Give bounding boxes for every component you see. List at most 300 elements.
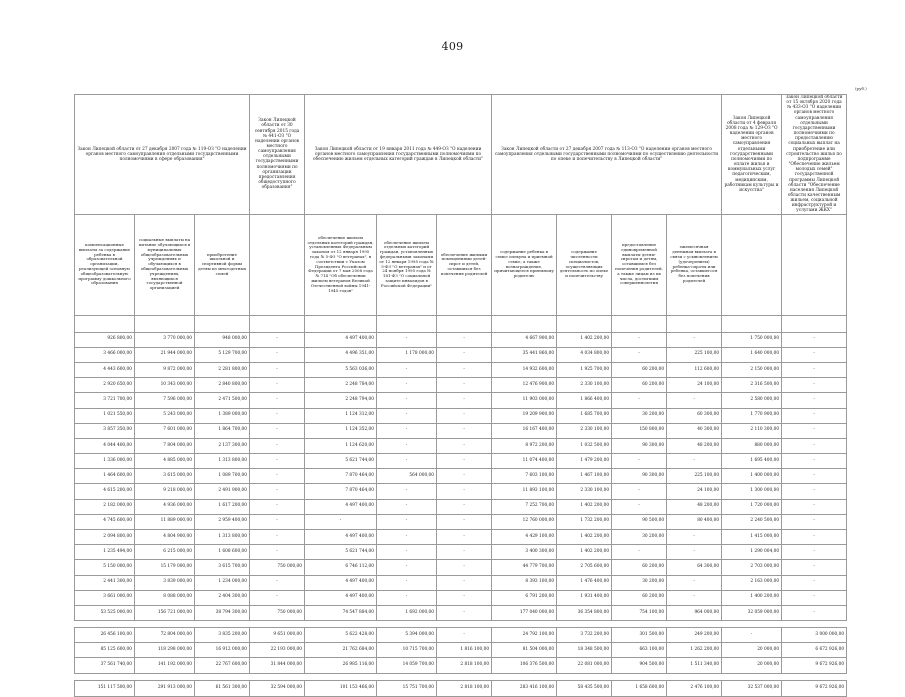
table-cell: 1 313 800,00 (195, 530, 250, 545)
table-cell: 9 672 926,00 (782, 658, 847, 673)
column-header: обеспечение жилыми помещениями детей-сирот и детей, оставшихся без попечения родителей (437, 214, 492, 315)
table-cell: - (377, 393, 437, 408)
empty-cell (667, 315, 722, 332)
table-cell: 4 496 351,00 (305, 347, 377, 362)
table-cell: 1 235 494,00 (75, 545, 135, 560)
table-cell: - (250, 347, 305, 362)
empty-cell (195, 620, 250, 627)
table-cell: 9 218 000,00 (135, 484, 195, 499)
table-cell: 12 476 900,00 (492, 378, 557, 393)
table-cell: 1 608 600,00 (195, 545, 250, 560)
table-cell: 18 348 500,00 (557, 643, 612, 658)
table-cell: 948 000,00 (195, 332, 250, 347)
empty-cell (782, 620, 847, 627)
table-cell: - (437, 362, 492, 377)
table-cell: - (250, 362, 305, 377)
table-cell: 11 893 100,00 (492, 484, 557, 499)
table-cell: - (782, 408, 847, 423)
total-cell: 58 435 500,00 (557, 680, 612, 696)
table-cell: - (250, 393, 305, 408)
table-cell: - (612, 484, 667, 499)
table-cell: - (782, 469, 847, 484)
table-cell: - (782, 347, 847, 362)
table-cell: 2 404 300,00 (195, 590, 250, 605)
empty-cell (782, 315, 847, 332)
table-cell: 31 844 000,00 (250, 658, 305, 673)
table-cell: 6 672 926,00 (782, 643, 847, 658)
table-cell: 177 040 000,00 (492, 605, 557, 620)
table-cell: 85 125 600,00 (75, 643, 135, 658)
table-cell: 926 800,00 (75, 332, 135, 347)
table-cell: 1 770 900,00 (722, 408, 782, 423)
column-header: содержание численности специалистов, осуществляющих деятельность по опеке и попечительству (557, 214, 612, 315)
table-cell: 1 290 004,00 (722, 545, 782, 560)
table-cell: 1 816 100,00 (437, 643, 492, 658)
table-cell: 2 240 500,00 (722, 514, 782, 529)
table-cell: - (250, 545, 305, 560)
table-cell: - (377, 560, 437, 575)
table-cell: 2 818 100,00 (437, 658, 492, 673)
table-cell: 4 745 600,00 (75, 514, 135, 529)
group-header-row (75, 95, 847, 215)
table-cell: 7 252 700,00 (492, 499, 557, 514)
table-cell: - (437, 560, 492, 575)
column-header: ежемесячная денежная выплата в связи с усыновлением (удочерением) ребенка-сироты или ребенка, оставшегося без попечения родителей (667, 214, 722, 315)
table-cell: 5 621 744,00 (305, 454, 377, 469)
table-cell: - (437, 408, 492, 423)
table-cell: 1 313 800,00 (195, 454, 250, 469)
table-cell: - (667, 530, 722, 545)
table-cell: 964 000,00 (667, 605, 722, 620)
unit-note: (руб.) (855, 86, 867, 91)
table-cell: 1 864 700,00 (195, 423, 250, 438)
table-cell: - (437, 575, 492, 590)
empty-cell (195, 315, 250, 332)
table-cell: 1 685 700,00 (557, 408, 612, 423)
table-cell: 3 839 000,00 (135, 575, 195, 590)
table-cell: 3 615 700,00 (195, 560, 250, 575)
table-cell: 11 903 000,00 (492, 393, 557, 408)
column-header (722, 214, 782, 315)
group-header: Закон Липецкой области от 27 декабря 2007 года № 113-ОЗ "О наделении органов местного самоуправления отдельными государственными полномочиями по осуществлению деятельности по опеке и попечительству в Липецкой области" (492, 95, 722, 215)
group-header: Закон Липецкой области от 27 декабря 2007 года № 119-ОЗ "О наделении органов местного самоуправления отдельными государственными полномочиями в сфере образования" (75, 95, 250, 215)
table-cell: - (667, 545, 722, 560)
empty-cell (75, 673, 135, 680)
table-row (75, 454, 847, 469)
table-cell: 2 094 800,00 (75, 530, 135, 545)
table-cell: 7 804 000,00 (135, 438, 195, 453)
table-cell: - (250, 530, 305, 545)
table-cell: 150 800,00 (612, 423, 667, 438)
table-row (75, 347, 847, 362)
empty-cell (612, 315, 667, 332)
table-cell: 9 872 000,00 (135, 362, 195, 377)
table-cell: 1 089 700,00 (195, 469, 250, 484)
table-cell: - (612, 454, 667, 469)
table-cell: 22 767 600,00 (195, 658, 250, 673)
table-cell: 3 835 200,00 (195, 627, 250, 642)
table-cell: 106 376 500,00 (492, 658, 557, 673)
table-cell: 14 932 600,00 (492, 362, 557, 377)
empty-cell (305, 315, 377, 332)
empty-cell (557, 673, 612, 680)
table-cell: 301 500,00 (612, 627, 667, 642)
table-cell: 156 721 000,00 (135, 605, 195, 620)
table-cell: - (377, 514, 437, 529)
empty-cell (135, 315, 195, 332)
table-cell: 26 985 116,00 (305, 658, 377, 673)
table-cell: 40 300,00 (667, 423, 722, 438)
table-cell: 1 178 000,00 (377, 347, 437, 362)
table-cell: 2 959 400,00 (195, 514, 250, 529)
table-cell: 5 563 036,00 (305, 362, 377, 377)
table-cell: - (377, 575, 437, 590)
table-cell: - (437, 530, 492, 545)
table-cell: 1 402 200,00 (557, 530, 612, 545)
table-cell: 663 100,00 (612, 643, 667, 658)
total-cell: 32 537 000,00 (722, 680, 782, 696)
table-cell: 37 561 740,00 (75, 658, 135, 673)
table-cell: 5 622 428,00 (305, 627, 377, 642)
table-row (75, 627, 847, 642)
table-cell: 6 746 112,00 (305, 560, 377, 575)
table-cell: 24 100,00 (667, 484, 722, 499)
table-cell: 16 912 000,00 (195, 643, 250, 658)
table-cell: - (250, 423, 305, 438)
column-header: обеспечение жильем отдельных категорий граждан, установленных федеральными законами от 12 января 1995 года № 5-ФЗ "О ветеранах" и от 24 ноября 1995 года № 181-ФЗ "О социальной защите инвалидов в Российской Федерации" (377, 214, 437, 315)
budget-table (74, 94, 847, 697)
table-row (75, 514, 847, 529)
table-cell: 1 402 200,00 (557, 545, 612, 560)
table-cell: 26 456 100,00 (75, 627, 135, 642)
empty-cell (75, 620, 135, 627)
group-header: Закон Липецкой области от 19 января 2011 года № 449-ОЗ "О наделении органов местного самоуправления государственными полномочиями по обеспечению жильем отдельных категорий граждан в Липецкой области" (305, 95, 492, 215)
table-cell: 2 920 650,00 (75, 378, 135, 393)
empty-cell (437, 673, 492, 680)
table-cell: 6 215 000,00 (135, 545, 195, 560)
empty-cell (250, 315, 305, 332)
table-cell: - (782, 484, 847, 499)
table-cell: - (782, 560, 847, 575)
table-cell: - (250, 454, 305, 469)
table-cell: 44 779 700,00 (492, 560, 557, 575)
total-cell: 9 672 926,00 (782, 680, 847, 696)
table-cell: 1 750 000,00 (722, 332, 782, 347)
table-cell: 1 476 400,00 (557, 575, 612, 590)
empty-cell (667, 620, 722, 627)
table-cell: 1 467 100,00 (557, 469, 612, 484)
table-cell: 2 330 100,00 (557, 484, 612, 499)
total-cell: 291 913 000,00 (135, 680, 195, 696)
empty-cell (667, 673, 722, 680)
table-cell: 1 336 000,00 (75, 454, 135, 469)
table-cell: - (667, 454, 722, 469)
table-row (75, 499, 847, 514)
total-cell: 283 416 100,00 (492, 680, 557, 696)
table-cell: 141 192 000,00 (135, 658, 195, 673)
column-header (250, 214, 305, 315)
table-cell: - (437, 438, 492, 453)
table-cell: 2 248 784,00 (305, 378, 377, 393)
table-row (75, 408, 847, 423)
table-cell: 72 804 000,00 (135, 627, 195, 642)
table-cell: 1 640 000,00 (722, 347, 782, 362)
empty-cell (557, 620, 612, 627)
table-cell: - (437, 423, 492, 438)
table-cell: 20 000,00 (722, 658, 782, 673)
table-cell: 118 298 000,00 (135, 643, 195, 658)
table-cell: - (782, 454, 847, 469)
table-cell: 60 300,00 (667, 408, 722, 423)
table-cell: 36 354 800,00 (557, 605, 612, 620)
table-row (75, 643, 847, 658)
column-header: приобретение школьной и спортивной формы детям из многодетных семей (195, 214, 250, 315)
table-cell: 4 497 400,00 (305, 590, 377, 605)
total-cell: 1 658 600,00 (612, 680, 667, 696)
table-cell: - (305, 514, 377, 529)
table-cell: 1 124 312,00 (305, 408, 377, 423)
empty-cell (612, 620, 667, 627)
table-cell: - (612, 545, 667, 560)
table-cell: 48 200,00 (667, 499, 722, 514)
empty-cell (75, 315, 135, 332)
table-cell: 2 330 100,00 (557, 378, 612, 393)
table-cell: 10 715 700,00 (377, 643, 437, 658)
table-cell: - (782, 545, 847, 560)
column-header-row (75, 214, 847, 315)
table-cell: 81 504 000,00 (492, 643, 557, 658)
table-cell: 1 234 000,00 (195, 575, 250, 590)
empty-cell (782, 673, 847, 680)
table-cell: - (377, 362, 437, 377)
table-row (75, 332, 847, 347)
table-cell: 3 466 000,00 (75, 347, 135, 362)
table-cell: 1 021 550,00 (75, 408, 135, 423)
table-row (75, 530, 847, 545)
table-cell: 3 857 350,00 (75, 423, 135, 438)
total-cell: 2 476 100,00 (667, 680, 722, 696)
table-cell: - (782, 605, 847, 620)
section-spacer (75, 620, 847, 627)
subtotal-row (75, 605, 847, 620)
table-cell: 1 511 340,00 (667, 658, 722, 673)
table-cell: 1 692 000,00 (377, 605, 437, 620)
table-cell: 1 931 400,00 (557, 590, 612, 605)
table-cell: 1 400 200,00 (722, 590, 782, 605)
table-cell: 2 840 800,00 (195, 378, 250, 393)
table-cell: - (782, 423, 847, 438)
table-cell: 7 870 464,00 (305, 469, 377, 484)
table-cell: 5 394 000,00 (377, 627, 437, 642)
table-cell: 1 732 200,00 (557, 514, 612, 529)
table-cell: - (250, 332, 305, 347)
table-row (75, 378, 847, 393)
table-cell: - (377, 590, 437, 605)
empty-cell (195, 673, 250, 680)
table-cell: 60 200,00 (612, 590, 667, 605)
empty-cell (250, 620, 305, 627)
table-cell: 249 200,00 (667, 627, 722, 642)
empty-cell (492, 315, 557, 332)
table-cell: 1 389 000,00 (195, 408, 250, 423)
table-cell: - (612, 347, 667, 362)
table-cell: - (667, 393, 722, 408)
table-cell: - (377, 454, 437, 469)
table-row (75, 393, 847, 408)
table-cell: 60 200,00 (612, 362, 667, 377)
column-header: социальные выплаты на питание обучающихся в муниципальных общеобразовательных учреждениях и обучающихся в общеобразовательных учреждениях, являющихся государственной организацией (135, 214, 195, 315)
group-header: Закон Липецкой области от 30 сентября 2015 года № 441-ОЗ "О наделении органов местного самоуправления отдельными государственными полномочиями по организации предоставления общедоступного образования" (250, 95, 305, 215)
table-cell: 4 885 000,00 (135, 454, 195, 469)
table-cell: 74 547 884,00 (305, 605, 377, 620)
table-cell: - (722, 627, 782, 642)
table-cell: 2 330 100,00 (557, 423, 612, 438)
table-cell: 564 000,00 (377, 469, 437, 484)
table-cell: 1 720 000,00 (722, 499, 782, 514)
empty-cell (135, 620, 195, 627)
table-cell: 4 497 400,00 (305, 530, 377, 545)
table-cell: - (377, 530, 437, 545)
table-cell: 11 889 000,00 (135, 514, 195, 529)
table-cell: 7 603 100,00 (492, 469, 557, 484)
table-cell: 3 000 000,00 (782, 627, 847, 642)
table-cell: 3 400 300,00 (492, 545, 557, 560)
total-cell: 15 751 700,00 (377, 680, 437, 696)
table-cell: 112 600,00 (667, 362, 722, 377)
table-cell: - (250, 590, 305, 605)
table-cell: 2 580 000,00 (722, 393, 782, 408)
table-cell: 16 167 400,00 (492, 423, 557, 438)
table-cell: 2 110 300,00 (722, 423, 782, 438)
table-cell: 4 497 400,00 (305, 499, 377, 514)
table-cell: - (782, 499, 847, 514)
table-cell: 8 088 000,00 (135, 590, 195, 605)
table-cell: - (437, 499, 492, 514)
column-header: обеспечение жильем отдельных категорий граждан, установленных Федеральным законом от 12 января 1995 года № 5-ФЗ "О ветеранах", в соответствии с Указом Президента Российской Федерации от 7 мая 2008 года № 714 "Об обеспечении жильем ветеранов Великой Отечественной войны 1941-1945 годов" (305, 214, 377, 315)
empty-cell (377, 620, 437, 627)
table-cell: - (782, 332, 847, 347)
total-cell: 151 117 500,00 (75, 680, 135, 696)
table-cell: 30 200,00 (612, 575, 667, 590)
table-cell: 1 695 400,00 (722, 454, 782, 469)
empty-cell (305, 620, 377, 627)
total-row (75, 680, 847, 696)
table-cell: 3 661 000,00 (75, 590, 135, 605)
table-cell: - (437, 605, 492, 620)
table-cell: 1 617 200,00 (195, 499, 250, 514)
table-cell: - (782, 530, 847, 545)
table-cell: 2 137 300,00 (195, 438, 250, 453)
table-cell: - (612, 332, 667, 347)
empty-cell (612, 673, 667, 680)
table-cell: 1 262 200,00 (667, 643, 722, 658)
table-cell: - (437, 484, 492, 499)
table-cell: 30 200,00 (612, 408, 667, 423)
table-cell: 6 791 200,00 (492, 590, 557, 605)
table-cell: 2 471 500,00 (195, 393, 250, 408)
empty-cell (722, 315, 782, 332)
table-cell: 1 032 500,00 (557, 438, 612, 453)
table-cell: 21 944 000,00 (135, 347, 195, 362)
table-cell: 4 804 900,00 (135, 530, 195, 545)
empty-cell (722, 620, 782, 627)
empty-cell (250, 673, 305, 680)
empty-cell (492, 673, 557, 680)
table-cell: - (612, 393, 667, 408)
total-cell: 101 153 466,00 (305, 680, 377, 696)
budget-table-wrap (74, 94, 846, 690)
table-row (75, 658, 847, 673)
table-cell: - (250, 484, 305, 499)
table-cell: 880 000,00 (722, 438, 782, 453)
table-cell: 8 972 200,00 (492, 438, 557, 453)
table-cell: - (782, 393, 847, 408)
table-cell: 4 443 600,00 (75, 362, 135, 377)
table-cell: 2 248 794,00 (305, 393, 377, 408)
table-cell: - (250, 514, 305, 529)
table-cell: 1 415 000,00 (722, 530, 782, 545)
table-cell: - (437, 332, 492, 347)
table-cell: 754 100,00 (612, 605, 667, 620)
table-cell: 3 615 000,00 (135, 469, 195, 484)
table-cell: 15 179 000,00 (135, 560, 195, 575)
table-cell: - (667, 575, 722, 590)
table-cell: - (437, 347, 492, 362)
table-cell: 60 200,00 (612, 560, 667, 575)
table-cell: - (377, 423, 437, 438)
table-cell: 5 129 700,00 (195, 347, 250, 362)
table-cell: 80 400,00 (667, 514, 722, 529)
table-cell: 2 182 000,00 (75, 499, 135, 514)
table-cell: 5 243 000,00 (135, 408, 195, 423)
total-cell: 2 818 100,00 (437, 680, 492, 696)
table-cell: - (437, 393, 492, 408)
table-cell: 2 163 000,00 (722, 575, 782, 590)
table-cell: 90 300,00 (612, 438, 667, 453)
table-cell: 60 200,00 (612, 378, 667, 393)
table-cell: - (782, 514, 847, 529)
table-row (75, 575, 847, 590)
table-cell: 90 500,00 (612, 514, 667, 529)
table-row (75, 362, 847, 377)
table-row (75, 469, 847, 484)
table-cell: - (782, 378, 847, 393)
table-body (75, 95, 847, 697)
table-cell: 1 925 700,00 (557, 362, 612, 377)
table-cell: 1 479 200,00 (557, 454, 612, 469)
table-cell: 3 732 200,00 (557, 627, 612, 642)
table-cell: 12 760 000,00 (492, 514, 557, 529)
table-cell: - (782, 575, 847, 590)
table-cell: 5 621 744,00 (305, 545, 377, 560)
table-cell: 225 100,00 (667, 347, 722, 362)
table-cell: 750 000,00 (250, 560, 305, 575)
table-cell: - (437, 627, 492, 642)
table-cell: 904 500,00 (612, 658, 667, 673)
table-cell: 7 601 000,00 (135, 423, 195, 438)
table-cell: 225 100,00 (667, 469, 722, 484)
table-cell: 4 034 800,00 (557, 347, 612, 362)
table-cell: 22 193 000,00 (250, 643, 305, 658)
table-cell: - (377, 378, 437, 393)
table-cell: 3 721 700,00 (75, 393, 135, 408)
table-cell: 4 936 000,00 (135, 499, 195, 514)
table-cell: - (250, 499, 305, 514)
table-cell: - (667, 590, 722, 605)
table-row (75, 423, 847, 438)
table-cell: - (437, 378, 492, 393)
table-cell: 22 081 000,00 (557, 658, 612, 673)
